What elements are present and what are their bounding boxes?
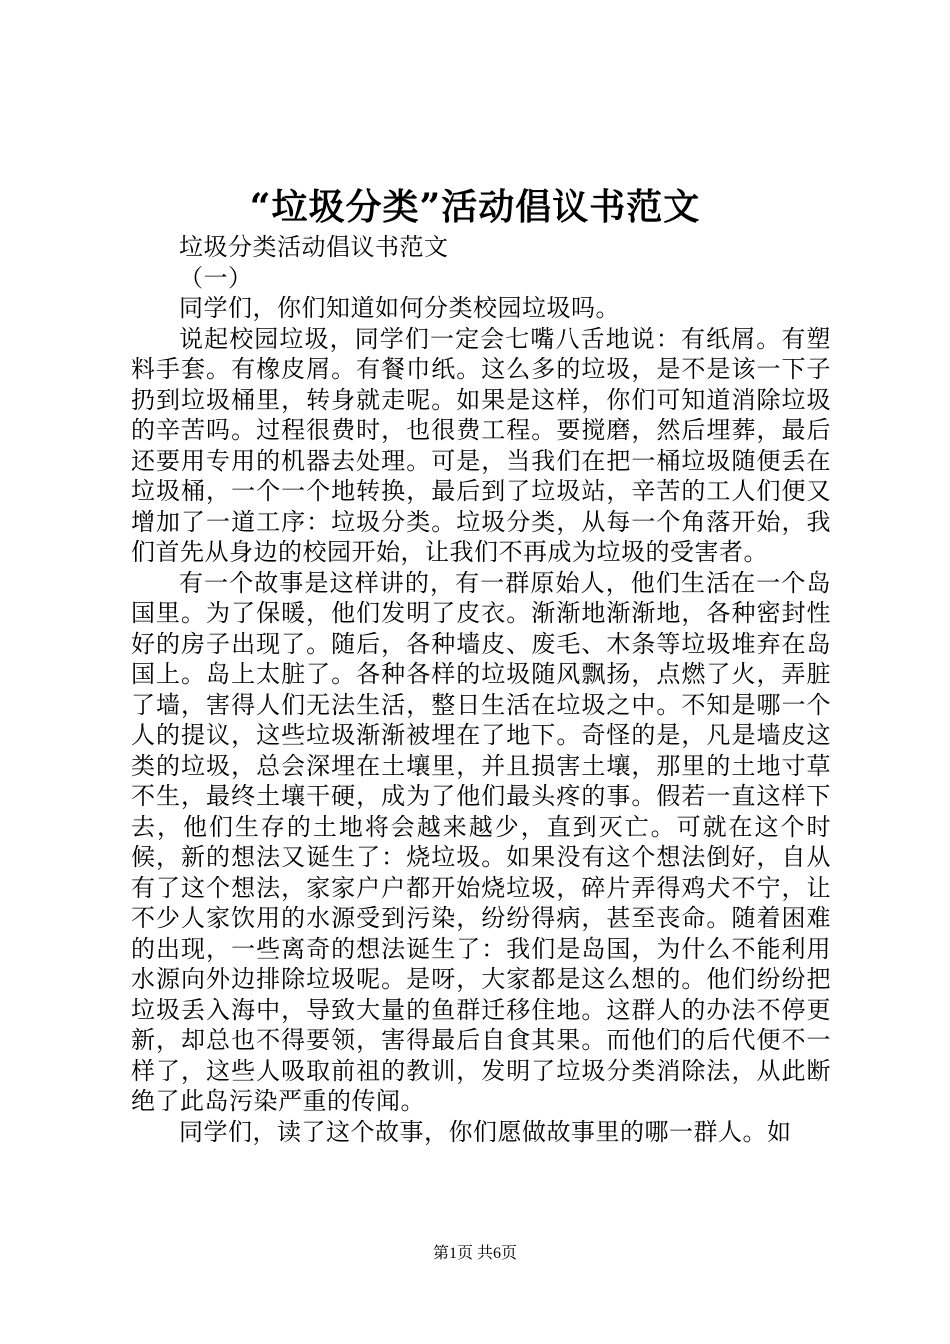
body-paragraph: 说起校园垃圾，同学们一定会七嘴八舌地说：有纸屑。有塑料手套。有橡皮屑。有餐巾纸。这么多的垃圾，是不是该一下子扔到垃圾桶里，转身就走呢。如果是这样，你们可知道消除垃圾的辛苦吗。过程很费时，也很费工程。要搅磨，然后埋葬，最后还要用专用的机器去处理。可是，当我们在把一桶垃圾随便丢在垃圾桶，一个一个地转换，最后到了垃圾站，辛苦的工人们便又增加了一道工序：垃圾分类。垃圾分类，从每一个角落开始，我们首先从身边的校园开始，让我们不再成为垃圾的受害者。: [131, 324, 831, 566]
subtitle-paragraph: 垃圾分类活动倡议书范文: [179, 233, 449, 261]
page-number-footer: 第1页 共6页: [432, 1245, 517, 1262]
document-body: [131, 232, 831, 1147]
body-paragraph: 同学们，你们知道如何分类校园垃圾吗。: [179, 294, 620, 322]
section-number-paragraph: （一）: [179, 263, 253, 292]
page-title: “垃圾分类”活动倡议书范文: [249, 186, 701, 228]
body-paragraph: 同学们，读了这个故事，你们愿做故事里的哪一群人。如: [179, 1117, 792, 1146]
body-paragraph: 有一个故事是这样讲的，有一群原始人，他们生活在一个岛国里。为了保暖，他们发明了皮衣。渐渐地渐渐地，各种密封性好的房子出现了。随后，各种墙皮、废毛、木条等垃圾堆弃在岛国上。岛上太脏了。各种各样的垃圾随风飘扬，点燃了火，弄脏了墙，害得人们无法生活，整日生活在垃圾之中。不知是哪一个人的提议，这些垃圾渐渐被埋在了地下。奇怪的是，凡是墙皮这类的垃圾，总会深埋在土壤里，并且损害土壤，那里的土地寸草不生，最终土壤干硬，成为了他们最头疼的事。假若一直这样下去，他们生存的土地将会越来越少，直到灭亡。可就在这个时候，新的想法又诞生了：烧垃圾。如果没有这个想法倒好，自从有了这个想法，家家户户都开始烧垃圾，碎片弄得鸡犬不宁，让不少人家饮用的水源受到污染，纷纷得病，甚至丧命。随着困难的出现，一些离奇的想法诞生了：我们是岛国，为什么不能利用水源向外边排除垃圾呢。是呀，大家都是这么想的。他们纷纷把垃圾丢入海中，导致大量的鱼群迁移住地。这群人的办法不停更新，却总也不得要领，害得最后自食其果。而他们的后代便不一样了，这些人吸取前祖的教训，发明了垃圾分类消除法，从此断绝了此岛污染严重的传闻。: [131, 568, 831, 1115]
